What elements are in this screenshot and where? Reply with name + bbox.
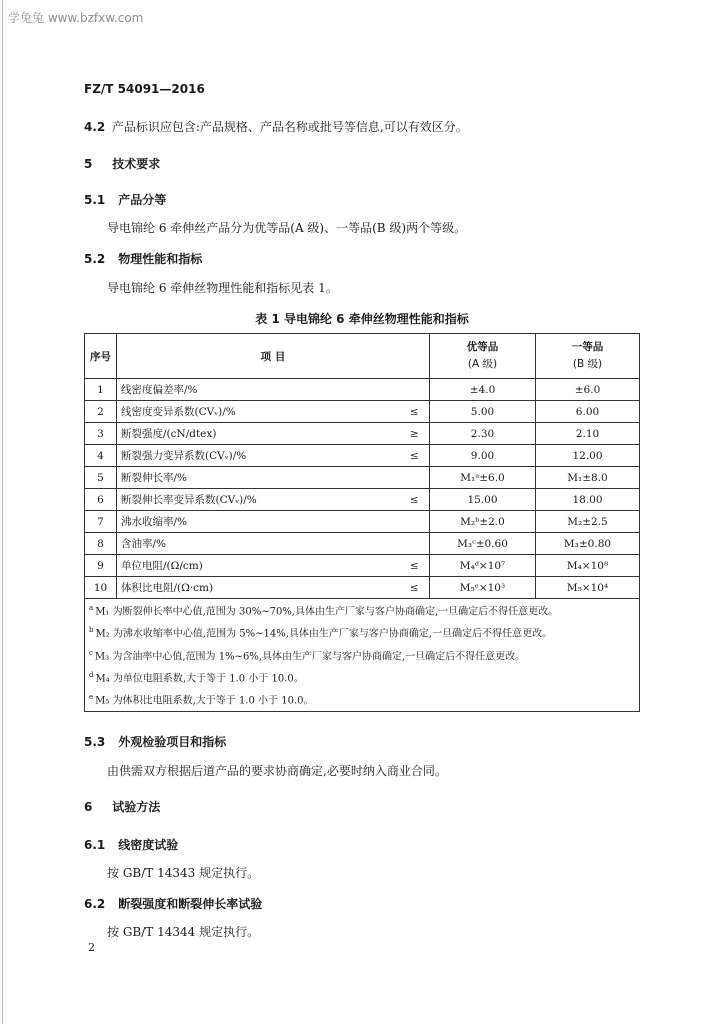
- table-row: [85, 423, 640, 445]
- heading-number: 6.2: [84, 897, 106, 911]
- footnote-mark: a: [89, 604, 94, 612]
- table-row: [85, 577, 640, 599]
- header-grade-b-name: 一等品: [571, 341, 604, 353]
- table-row: [85, 401, 640, 423]
- standard-code: FZ/T 54091—2016: [84, 82, 205, 96]
- footnote-text: M₃ 为含油率中心值,范围为 1%~6%,具体由生产厂家与客户协商确定,一旦确定后不得任意更改。: [94, 650, 526, 662]
- page-left-border: [2, 0, 3, 1024]
- clause-number: 4.2: [84, 120, 106, 134]
- row-grade-a: ±4.0: [430, 379, 536, 401]
- heading-title: 技术要求: [112, 157, 161, 171]
- table-caption: 表 1 导电锦纶 6 牵伸丝物理性能和指标: [255, 312, 469, 326]
- footnote-text: M₅ 为体积比电阻系数,大于等于 1.0 小于 10.0。: [95, 695, 314, 707]
- row-grade-b: 6.00: [536, 401, 640, 423]
- row-grade-a: M₅ᵉ×10³: [430, 577, 536, 599]
- row-seq: 10: [85, 577, 117, 599]
- row-seq: 9: [85, 555, 117, 577]
- header-grade-a: [430, 334, 536, 379]
- row-item: 断裂伸长率变异系数(CVᵥ)/%: [117, 489, 400, 511]
- table-footnote: [89, 599, 635, 621]
- paragraph-5-3: 由供需双方根据后道产品的要求协商确定,必要时纳入商业合同。: [107, 764, 447, 778]
- heading-number: 6: [84, 800, 93, 814]
- row-grade-b: M₅×10⁴: [536, 577, 640, 599]
- page-number: 2: [88, 941, 95, 954]
- row-comparator: ≤: [400, 401, 430, 423]
- footnote-mark: e: [89, 693, 94, 702]
- row-grade-a: M₃ᶜ±0.60: [430, 533, 536, 555]
- header-grade-a-code: (A 级): [467, 358, 498, 370]
- header-grade-b: [536, 334, 640, 379]
- row-item: 体积比电阻/(Ω·cm): [117, 577, 400, 599]
- table-body: [85, 379, 640, 599]
- footnote-mark: d: [89, 670, 94, 679]
- row-grade-a: 9.00: [430, 445, 536, 467]
- row-item: 断裂强力变异系数(CVᵥ)/%: [117, 445, 400, 467]
- table-row: [85, 533, 640, 555]
- table-notes-row: [85, 599, 640, 712]
- footnote-text: M₁ 为断裂伸长率中心值,范围为 30%~70%,具体由生产厂家与客户协商确定,一旦确定后不得任意更改。: [95, 606, 559, 618]
- row-item: 断裂伸长率/%: [117, 467, 400, 489]
- table-footnote: [89, 644, 635, 666]
- row-seq: 2: [85, 401, 117, 423]
- row-item: 断裂强度/(cN/dtex): [117, 423, 400, 445]
- footnote-mark: c: [89, 648, 93, 657]
- row-grade-b: M₁±8.0: [536, 467, 640, 489]
- table-header-row: [85, 334, 640, 379]
- row-item: 含油率/%: [117, 533, 400, 555]
- row-seq: 8: [85, 533, 117, 555]
- clause-4-2: [84, 118, 468, 135]
- spec-table: [84, 333, 640, 712]
- row-comparator: [400, 533, 430, 555]
- row-seq: 3: [85, 423, 117, 445]
- row-grade-b: 18.00: [536, 489, 640, 511]
- heading-number: 5.3: [84, 735, 106, 749]
- heading-5-1: [84, 191, 166, 208]
- clause-text: 产品标识应包含:产品规格、产品名称或批号等信息,可以有效区分。: [111, 120, 468, 134]
- row-grade-a: M₁ᵃ±6.0: [430, 467, 536, 489]
- heading-title: 物理性能和指标: [118, 252, 203, 266]
- row-item: 线密度变异系数(CVᵥ)/%: [117, 401, 400, 423]
- table-footnote: [89, 688, 635, 710]
- row-grade-b: M₄×10⁸: [536, 555, 640, 577]
- paragraph-5-1: 导电锦纶 6 牵伸丝产品分为优等品(A 级)、一等品(B 级)两个等级。: [107, 221, 467, 235]
- row-seq: 4: [85, 445, 117, 467]
- heading-6: [84, 798, 160, 815]
- heading-6-1: [84, 836, 178, 853]
- row-grade-a: 2.30: [430, 423, 536, 445]
- paragraph-6-2: 按 GB/T 14344 规定执行。: [107, 925, 260, 939]
- footnote-text: M₂ 为沸水收缩率中心值,范围为 5%~14%,具体由生产厂家与客户协商确定,一旦确定后不得任意更改。: [95, 628, 553, 640]
- row-grade-a: M₄ᵈ×10⁷: [430, 555, 536, 577]
- row-seq: 6: [85, 489, 117, 511]
- heading-6-2: [84, 895, 262, 912]
- table-footnote: [89, 621, 635, 643]
- paragraph-6-1: 按 GB/T 14343 规定执行。: [107, 866, 260, 880]
- header-grade-b-code: (B 级): [572, 358, 603, 370]
- header-item: 项 目: [117, 334, 430, 379]
- row-grade-b: 2.10: [536, 423, 640, 445]
- row-comparator: ≥: [400, 423, 430, 445]
- table-row: [85, 489, 640, 511]
- table-row: [85, 467, 640, 489]
- row-grade-b: ±6.0: [536, 379, 640, 401]
- row-comparator: ≤: [400, 445, 430, 467]
- row-grade-a: 5.00: [430, 401, 536, 423]
- heading-title: 断裂强度和断裂伸长率试验: [118, 897, 263, 911]
- row-seq: 7: [85, 511, 117, 533]
- row-grade-a: 15.00: [430, 489, 536, 511]
- table-row: [85, 555, 640, 577]
- watermark: 学兔兔 www.bzfxw.com: [8, 11, 144, 25]
- heading-5: [84, 155, 160, 172]
- heading-5-3: [84, 733, 226, 750]
- row-comparator: ≤: [400, 555, 430, 577]
- heading-title: 试验方法: [112, 800, 161, 814]
- header-grade-a-name: 优等品: [466, 341, 499, 353]
- table-row: [85, 511, 640, 533]
- row-item: 线密度偏差率/%: [117, 379, 400, 401]
- heading-number: 5.1: [84, 193, 106, 207]
- row-grade-a: M₂ᵇ±2.0: [430, 511, 536, 533]
- row-comparator: ≤: [400, 577, 430, 599]
- heading-title: 线密度试验: [118, 838, 179, 852]
- row-comparator: [400, 467, 430, 489]
- row-comparator: [400, 379, 430, 401]
- table-row: [85, 379, 640, 401]
- row-item: 沸水收缩率/%: [117, 511, 400, 533]
- heading-number: 5: [84, 157, 93, 171]
- row-grade-b: M₃±0.80: [536, 533, 640, 555]
- table-notes: [85, 599, 640, 712]
- row-grade-b: 12.00: [536, 445, 640, 467]
- heading-title: 产品分等: [118, 193, 167, 207]
- header-seq: 序号: [85, 334, 117, 379]
- row-seq: 5: [85, 467, 117, 489]
- row-comparator: ≤: [400, 489, 430, 511]
- table-row: [85, 445, 640, 467]
- heading-number: 6.1: [84, 838, 106, 852]
- paragraph-5-2: 导电锦纶 6 牵伸丝物理性能和指标见表 1。: [107, 281, 338, 295]
- heading-5-2: [84, 250, 202, 267]
- footnote-mark: b: [89, 626, 94, 635]
- row-item: 单位电阻/(Ω/cm): [117, 555, 400, 577]
- heading-number: 5.2: [84, 252, 106, 266]
- row-seq: 1: [85, 379, 117, 401]
- row-grade-b: M₂±2.5: [536, 511, 640, 533]
- heading-title: 外观检验项目和指标: [118, 735, 227, 749]
- footnote-text: M₄ 为单位电阻系数,大于等于 1.0 小于 10.0。: [95, 673, 304, 685]
- table-footnote: [89, 666, 635, 688]
- row-comparator: [400, 511, 430, 533]
